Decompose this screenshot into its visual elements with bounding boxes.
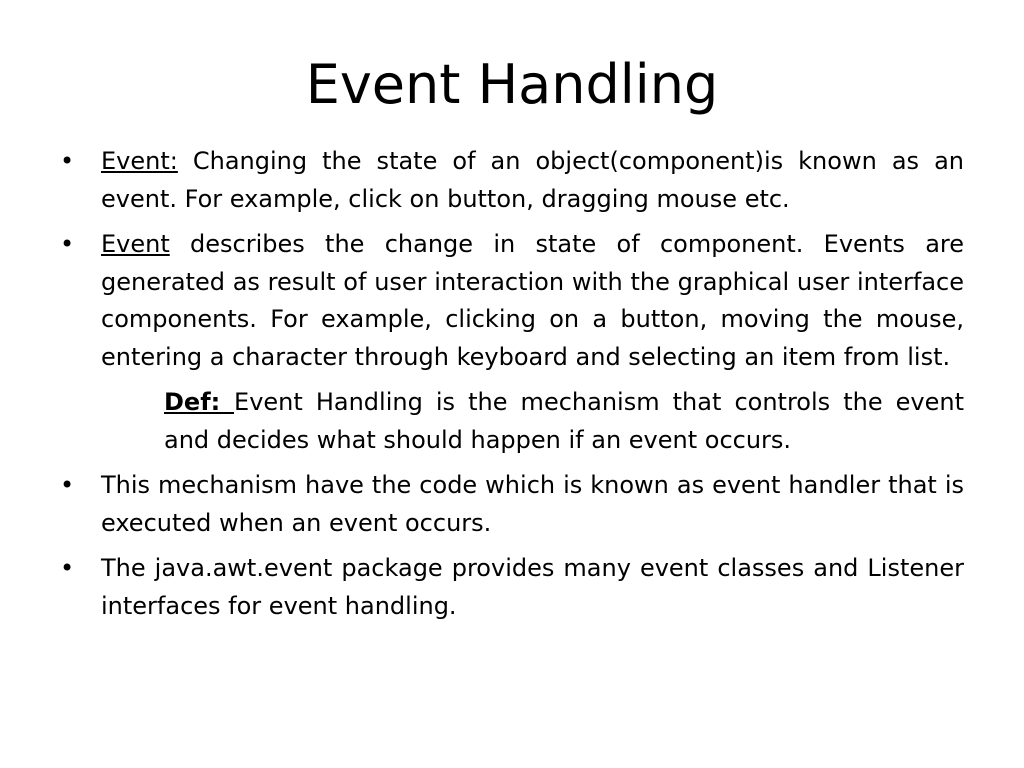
- bullet-item: [60, 550, 964, 625]
- bullet-item: [60, 467, 964, 542]
- definition-text: Event Handling is the mechanism that controls the event and decides what should happen if an event occurs.: [164, 388, 964, 454]
- bullet-marker: •: [60, 471, 75, 499]
- bullet-item: [60, 143, 964, 218]
- bullet-text: This mechanism have the code which is known as event handler that is executed when an event occurs.: [101, 471, 964, 537]
- bullet-marker: •: [60, 230, 75, 258]
- definition-block: [60, 384, 964, 459]
- slide-content: [60, 143, 964, 633]
- bullet-text: The java.awt.event package provides many event classes and Listener interfaces for event handling.: [101, 554, 964, 620]
- bullet-item: [60, 226, 964, 376]
- bullet-marker: •: [60, 554, 75, 582]
- bullet-marker: •: [60, 147, 75, 175]
- definition-label: Def:: [164, 388, 235, 416]
- bullet-label: Event: [101, 230, 170, 258]
- slide-title: Event Handling: [305, 53, 719, 116]
- bullet-label: Event:: [101, 147, 178, 175]
- bullet-text: describes the change in state of component. Events are generated as result of user interaction with the graphical user interface components. For example, clicking on a button, moving the mouse, entering a character through keyboard and selecting an item from list.: [101, 230, 964, 371]
- bullet-text: Changing the state of an object(component)is known as an event. For example, click on button, dragging mouse etc.: [101, 147, 964, 213]
